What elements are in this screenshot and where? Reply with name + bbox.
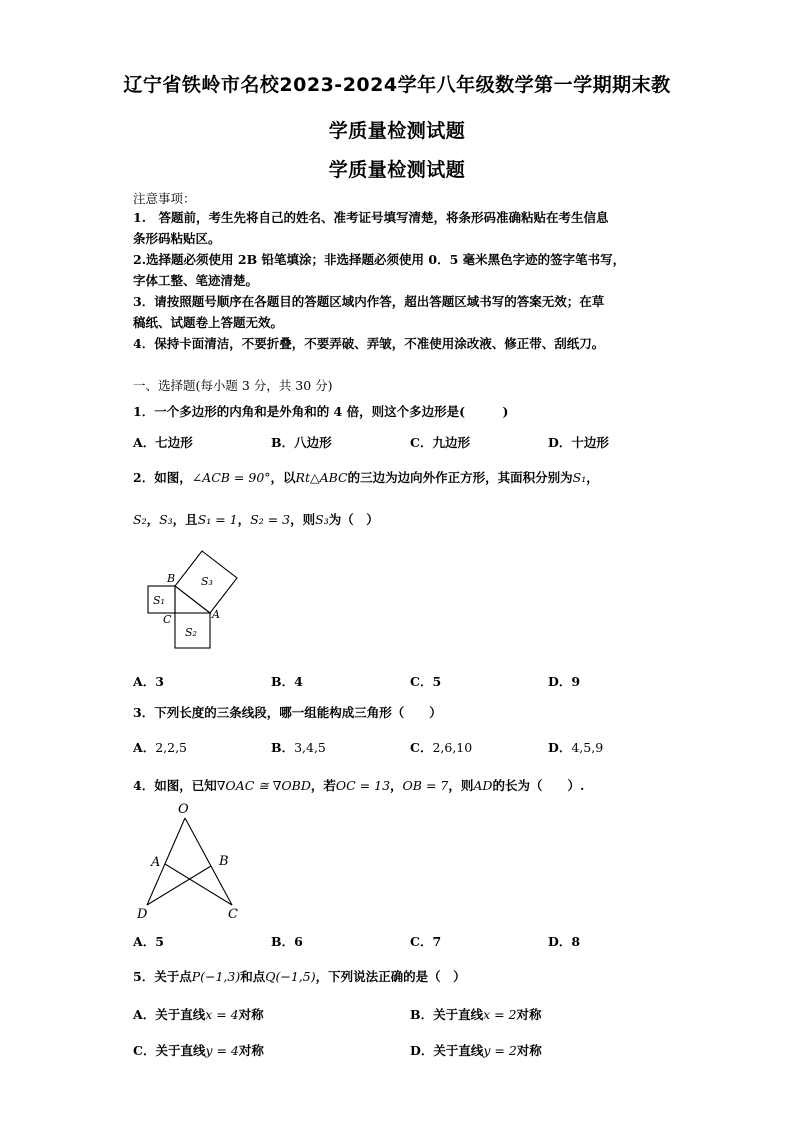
notice-item: 3．请按照题号顺序在各题目的答题区域内作答，超出答题区域书写的答案无效；在草 <box>133 294 605 309</box>
q3-option-c <box>410 738 472 756</box>
q5-math-point-q: Q(−1,5) <box>265 969 316 984</box>
q5-option-text: 对称 <box>238 1043 264 1058</box>
label-c: C <box>228 907 238 922</box>
q4-text: ，则 <box>448 778 474 793</box>
doc-title-line3: 学质量检测试题 <box>328 159 466 181</box>
label-s3: S₃ <box>201 575 213 588</box>
q2-squares-figure <box>140 548 250 653</box>
q2-text: ， <box>586 470 599 485</box>
q2-math-triangle: Rt△ABC <box>295 470 348 485</box>
label-a: A <box>212 608 220 621</box>
segment-bd <box>147 866 211 905</box>
q5-option-text: 对称 <box>238 1007 264 1022</box>
q4-option-b: B．6 <box>271 934 303 949</box>
notice-item: 4．保持卡面清洁，不要折叠，不要弄破、弄皱，不准使用涂改液、修正带、刮纸刀。 <box>133 336 605 351</box>
q4-math-oc: OC = 13 <box>335 778 391 793</box>
q4-math-ad: AD <box>473 778 493 793</box>
q5-option-text: 对称 <box>516 1007 542 1022</box>
q5-option-math: y = 2 <box>483 1043 517 1058</box>
q2-text: 的三边为边向外作正方形，其面积分别为 <box>347 470 573 485</box>
q5-option-a <box>133 1005 264 1023</box>
q4-triangle-figure <box>135 800 245 922</box>
q2-math-s3: S₃ <box>159 512 173 527</box>
q2-option-d: D．9 <box>548 674 581 689</box>
q5-option-text: 对称 <box>516 1043 542 1058</box>
q1-option-a: A．七边形 <box>133 435 193 450</box>
notice-heading: 注意事项： <box>133 191 196 206</box>
q2-text: 2．如图， <box>133 470 192 485</box>
q2-text: ， <box>146 512 160 527</box>
q5-option-text: D．关于直线 <box>410 1043 484 1058</box>
q2-math-s3-ask: S₃ <box>315 512 329 527</box>
q2-math-s1-value: S₁ = 1 <box>197 512 238 527</box>
q2-text: ， <box>237 512 251 527</box>
q3-option-label: A． <box>133 740 156 755</box>
q2-option-a: A．3 <box>133 674 164 689</box>
notice-item: 1. 答题前，考生先将自己的姓名、准考证号填写清楚，将条形码准确粘贴在考生信息 <box>133 210 609 225</box>
q5-option-text: A．关于直线 <box>133 1007 206 1022</box>
q3-option-value: 3,4,5 <box>294 740 326 755</box>
q4-text: 的长为（ ）. <box>492 778 585 793</box>
question-2-stem-line2 <box>133 510 379 528</box>
q3-option-b <box>271 738 326 756</box>
q4-math-congruence: ∇OAC ≅ ∇OBD <box>216 778 311 793</box>
q5-text: 5．关于点 <box>133 969 192 984</box>
q5-text: 和点 <box>240 969 266 984</box>
q5-option-math: y = 4 <box>205 1043 239 1058</box>
q2-math-s2: S₂ <box>133 512 147 527</box>
section-heading: 一、选择题(每小题 3 分，共 30 分) <box>133 378 333 393</box>
q2-text: ，以 <box>270 470 296 485</box>
q3-option-d <box>548 738 603 756</box>
q3-option-label: D． <box>548 740 572 755</box>
label-d: D <box>137 907 148 922</box>
q2-math-s2-value: S₂ = 3 <box>250 512 291 527</box>
q2-option-c: C．5 <box>410 674 442 689</box>
question-5-stem <box>133 967 466 985</box>
q3-option-a <box>133 738 187 756</box>
q5-option-text: B．关于直线 <box>410 1007 484 1022</box>
q2-math-angle: ∠ACB = 90° <box>191 470 271 485</box>
q3-option-value: 4,5,9 <box>571 740 604 755</box>
q4-option-d: D．8 <box>548 934 581 949</box>
label-a: A <box>151 855 161 870</box>
q4-option-c: C．7 <box>410 934 442 949</box>
segment-ac <box>165 864 232 905</box>
q5-math-point-p: P(−1,3) <box>191 969 241 984</box>
notice-item: 字体工整、笔迹清楚。 <box>133 273 259 288</box>
q5-option-d <box>410 1041 542 1059</box>
q3-option-value: 2,6,10 <box>432 740 473 755</box>
triangle-abc <box>175 586 210 613</box>
q2-option-b: B．4 <box>271 674 303 689</box>
q1-option-d: D．十边形 <box>548 435 609 450</box>
label-o: O <box>178 802 189 817</box>
q4-text: ，若 <box>310 778 336 793</box>
q3-option-label: B． <box>271 740 295 755</box>
q5-option-c <box>133 1041 264 1059</box>
notice-item: 条形码粘贴区。 <box>133 231 221 246</box>
label-s1: S₁ <box>153 594 165 607</box>
label-s2: S₂ <box>185 626 197 639</box>
q4-math-ob: OB = 7 <box>402 778 449 793</box>
q4-option-a: A．5 <box>133 934 164 949</box>
q1-option-c: C．九边形 <box>410 435 470 450</box>
q5-text: ，下列说法正确的是（ ） <box>315 969 466 984</box>
question-2-stem <box>133 468 599 486</box>
label-c: C <box>163 613 172 626</box>
q5-option-math: x = 4 <box>205 1007 239 1022</box>
notice-item: 稿纸、试题卷上答题无效。 <box>133 315 284 330</box>
q4-text: ， <box>390 778 403 793</box>
notice-item: 2.选择题必须使用 2B 铅笔填涂；非选择题必须使用 0．5 毫米黑色字迹的签字笔书写， <box>133 252 626 267</box>
label-b: B <box>167 572 176 585</box>
label-b: B <box>219 854 229 869</box>
q5-option-b <box>410 1005 542 1023</box>
question-3-stem: 3．下列长度的三条线段，哪一组能构成三角形（ ） <box>133 705 442 720</box>
q2-text: ，则 <box>290 512 316 527</box>
question-4-stem <box>133 776 584 794</box>
q2-math-s1: S₁ <box>572 470 587 485</box>
q5-option-text: C．关于直线 <box>133 1043 206 1058</box>
doc-title-line1: 辽宁省铁岭市名校2023-2024学年八年级数学第一学期期末教 <box>123 74 671 96</box>
q5-option-math: x = 2 <box>483 1007 517 1022</box>
question-1-stem: 1．一个多边形的内角和是外角和的 4 倍，则这个多边形是( ) <box>133 404 509 419</box>
q3-option-label: C． <box>410 740 433 755</box>
doc-title-line2: 学质量检测试题 <box>328 120 466 142</box>
q1-option-b: B．八边形 <box>271 435 332 450</box>
q4-text: 4．如图，已知 <box>133 778 217 793</box>
q3-option-value: 2,2,5 <box>155 740 188 755</box>
q2-text: ，且 <box>172 512 198 527</box>
q2-text: 为（ ） <box>328 512 379 527</box>
